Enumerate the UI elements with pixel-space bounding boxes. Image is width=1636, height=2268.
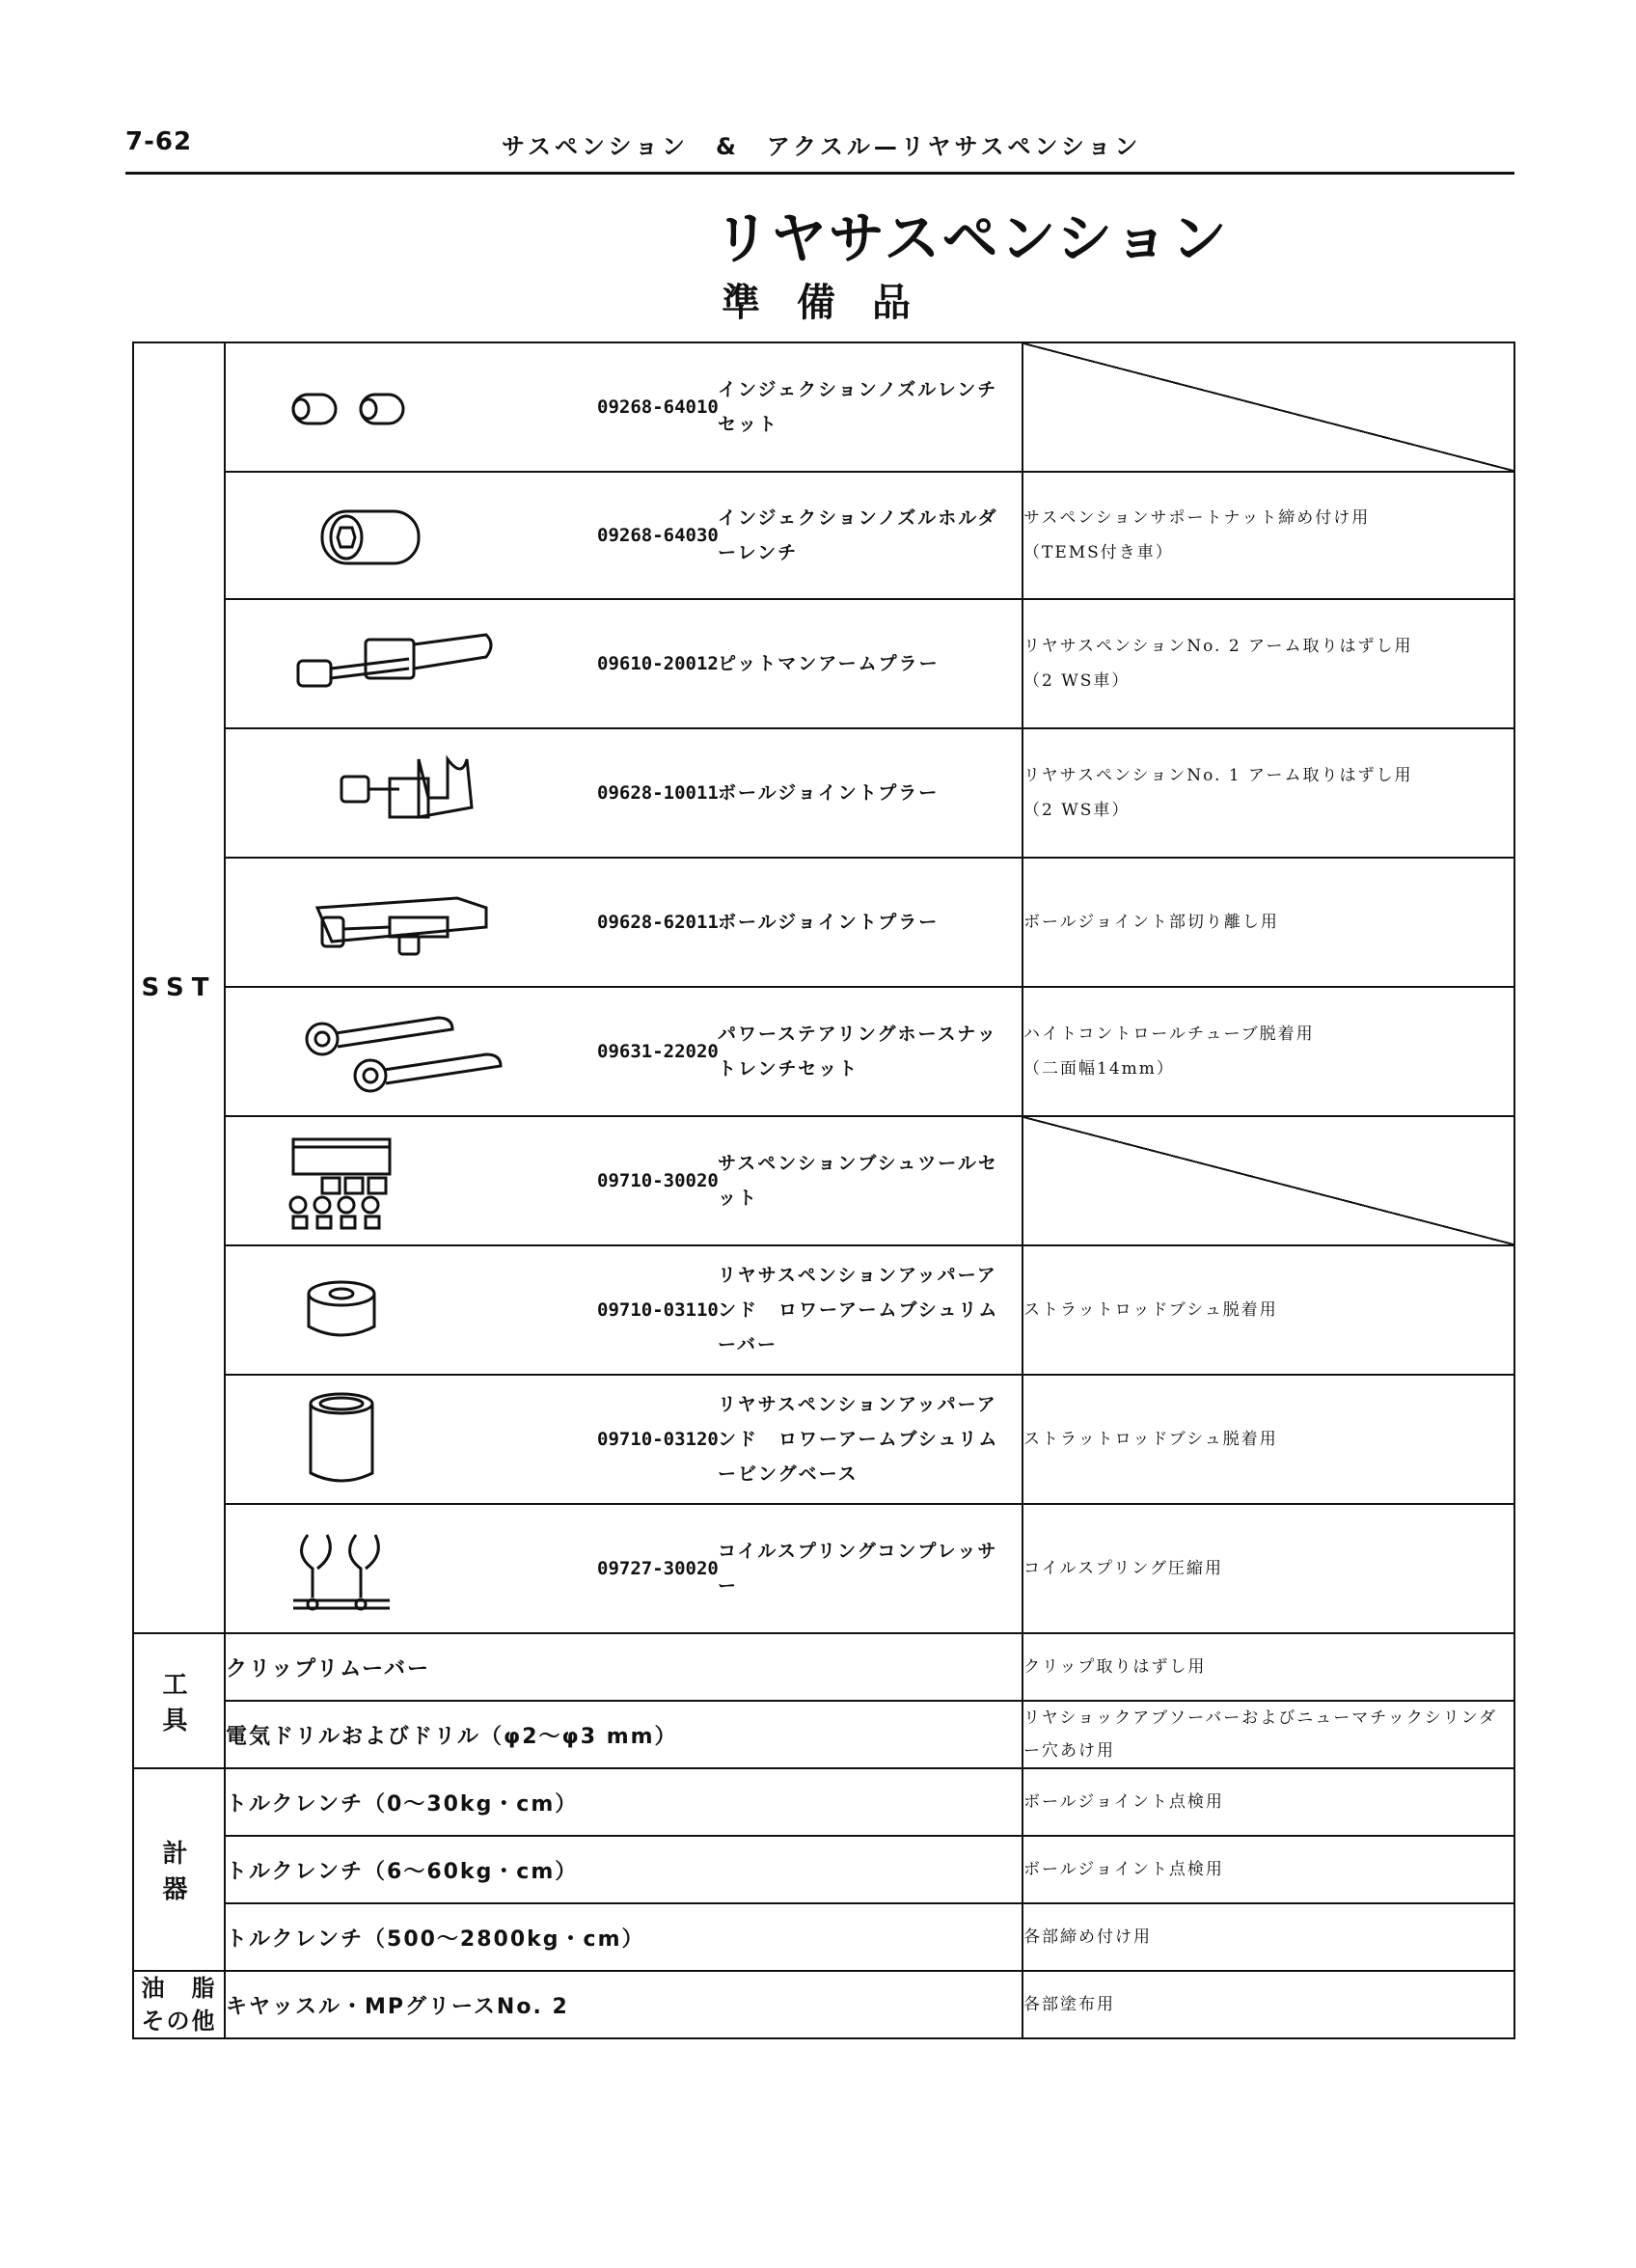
puller-icon: [255, 611, 544, 717]
usage-cell: リヤショックアブソーバーおよびニューマチックシリンダー穴あけ用: [1022, 1701, 1514, 1768]
page-title: リヤサスペンション: [714, 205, 1229, 271]
sst-item: [225, 1245, 1022, 1375]
part-number: 09631-22020: [597, 1041, 719, 1062]
usage-cell: クリップ取りはずし用: [1022, 1633, 1514, 1701]
equipment-table: [132, 342, 1515, 2039]
section-title: サスペンション & アクスル—リヤサスペンション: [502, 133, 1142, 160]
table-row: [133, 1836, 1514, 1903]
sst-item: [225, 728, 1022, 858]
page-subtitle: 準備品: [722, 281, 947, 325]
spring-compressor-icon: [255, 1516, 544, 1622]
gauge-name: トルクレンチ（500～2800kg・cm）: [225, 1903, 1022, 1971]
usage-cell: [1022, 342, 1514, 472]
table-row: [133, 1701, 1514, 1768]
usage-cell: [1022, 1116, 1514, 1245]
ball-joint-puller-icon: [255, 740, 544, 846]
table-row: [133, 987, 1514, 1116]
grease-name: キヤッスル・MPグリースNo. 2: [225, 1971, 1022, 2038]
table-row: [133, 1375, 1514, 1504]
clamp-puller-icon: [255, 869, 544, 975]
sst-item: [225, 987, 1022, 1116]
gauge-name: トルクレンチ（0～30kg・cm）: [225, 1768, 1022, 1836]
table-row: [133, 342, 1514, 472]
sst-item: [225, 342, 1022, 472]
sst-item: [225, 1504, 1022, 1633]
sst-item: [225, 599, 1022, 728]
usage-cell: リヤサスペンションNo. 1 アーム取りはずし用 （2 WS車）: [1022, 728, 1514, 858]
table-row: [133, 858, 1514, 987]
sst-item: [225, 1375, 1022, 1504]
tool-name: クリップリムーバー: [225, 1633, 1022, 1701]
table-row: [133, 1903, 1514, 1971]
table-row: [133, 472, 1514, 599]
header-rule: [125, 172, 1514, 175]
part-name: パワーステアリングホースナットレンチセット: [718, 1024, 997, 1079]
sst-item: [225, 1116, 1022, 1245]
part-number: 09727-30020: [597, 1558, 719, 1579]
part-name: ボールジョイントプラー: [718, 912, 940, 933]
part-number: 09628-10011: [597, 782, 719, 804]
twin-socket-icon: [255, 354, 544, 460]
part-name: サスペンションブシュツールセット: [718, 1153, 998, 1209]
table-row: [133, 1768, 1514, 1836]
sst-item: [225, 858, 1022, 987]
bushing-remover-icon: [255, 1257, 544, 1363]
part-name: リヤサスペンションアッパーアンド ロワーアームブシュリムーバー: [718, 1265, 999, 1355]
usage-cell: ストラットロッドブシュ脱着用: [1022, 1245, 1514, 1375]
usage-cell: ストラットロッドブシュ脱着用: [1022, 1375, 1514, 1504]
usage-cell: ボールジョイント部切り離し用: [1022, 858, 1514, 987]
part-name: ボールジョイントプラー: [718, 782, 940, 804]
usage-cell: ボールジョイント点検用: [1022, 1768, 1514, 1836]
usage-cell: サスペンションサポートナット締め付け用 （TEMS付き車）: [1022, 472, 1514, 599]
page-number: 7-62: [125, 127, 193, 156]
part-name: インジェクションノズルホルダーレンチ: [718, 507, 998, 563]
part-name: コイルスプリングコンプレッサー: [718, 1541, 998, 1597]
table-row: [133, 599, 1514, 728]
usage-cell: コイルスプリング圧縮用: [1022, 1504, 1514, 1633]
table-row: [133, 1633, 1514, 1701]
socket-icon: [255, 482, 544, 588]
table-row: [133, 1971, 1514, 2038]
tool-kit-icon: [255, 1128, 544, 1234]
group-label-tools: 工 具: [133, 1633, 225, 1768]
part-number: 09710-30020: [597, 1170, 719, 1191]
usage-cell: 各部締め付け用: [1022, 1903, 1514, 1971]
sst-item: [225, 472, 1022, 599]
part-number: 09710-03120: [597, 1429, 719, 1450]
part-name: リヤサスペンションアッパーアンド ロワーアームブシュリムービングベース: [718, 1394, 999, 1485]
table-row: [133, 1245, 1514, 1375]
usage-cell: ハイトコントロールチューブ脱着用 （二面幅14mm）: [1022, 987, 1514, 1116]
gauge-name: トルクレンチ（6～60kg・cm）: [225, 1836, 1022, 1903]
wrench-set-icon: [255, 998, 544, 1105]
part-number: 09710-03110: [597, 1299, 719, 1321]
group-label-gauges: 計 器: [133, 1768, 225, 1971]
removing-base-icon: [255, 1386, 544, 1492]
table-row: [133, 1504, 1514, 1633]
part-name: インジェクションノズルレンチセット: [718, 379, 998, 435]
table-row: [133, 728, 1514, 858]
part-number: 09268-64030: [597, 525, 719, 546]
usage-cell: 各部塗布用: [1022, 1971, 1514, 2038]
table-row: [133, 1116, 1514, 1245]
part-number: 09268-64010: [597, 396, 719, 418]
part-name: ピットマンアームプラー: [718, 653, 940, 674]
usage-cell: リヤサスペンションNo. 2 アーム取りはずし用 （2 WS車）: [1022, 599, 1514, 728]
tool-name: 電気ドリルおよびドリル（φ2～φ3 mm）: [225, 1701, 1022, 1768]
part-number: 09610-20012: [597, 653, 719, 674]
group-label-grease: 油 脂 その他: [133, 1971, 225, 2038]
group-label-sst: SST: [133, 342, 225, 1633]
usage-cell: ボールジョイント点検用: [1022, 1836, 1514, 1903]
part-number: 09628-62011: [597, 912, 719, 933]
